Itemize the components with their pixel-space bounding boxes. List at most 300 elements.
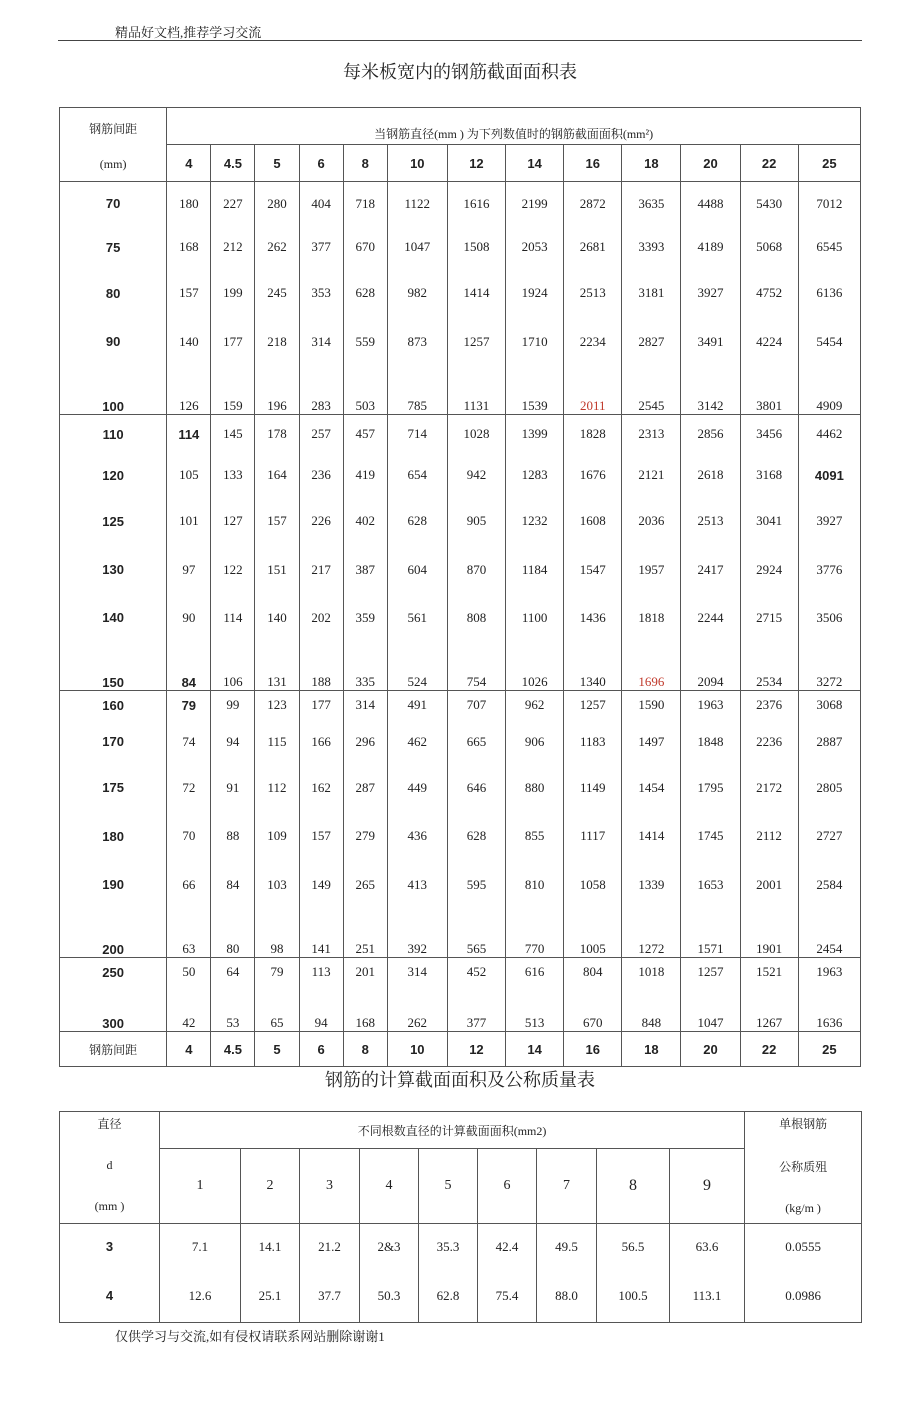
area-cell: 628 [447,812,505,861]
area-cell: 2545 [622,366,681,415]
area-cell: 491 [387,691,447,720]
area-cell: 2805 [798,764,860,812]
area-cell: 105 [167,454,211,497]
spacing-cell: 75 [105,239,121,255]
area-cell: 4909 [798,366,860,415]
area-cell: 1745 [681,812,740,861]
area-cell: 1131 [447,366,505,415]
area-cell: 359 [343,594,387,642]
area-cell: 1340 [564,642,622,691]
area-cell: 114 [211,594,255,642]
spacing-header-cell [60,108,167,182]
area-cell: 178 [255,415,299,454]
area-cell: 387 [343,546,387,594]
area-cell: 982 [387,269,447,318]
area-cell: 90 [167,594,211,642]
area-cell: 2053 [506,226,564,269]
table-row [60,861,861,909]
diameter-header-5: 10 [387,145,447,182]
area-cell: 149 [299,861,343,909]
area-cell: 3801 [740,366,798,415]
table1-title: 每米板宽内的钢筋截面面积表 [343,62,577,82]
area-cell: 2236 [740,720,798,764]
table-row [60,720,861,764]
area-cell: 1957 [622,546,681,594]
area-cell: 2199 [506,182,564,226]
area-cell: 1339 [622,861,681,909]
footer-diameter-row [60,1032,861,1067]
area-cell: 199 [211,269,255,318]
area-cell: 50 [167,958,211,987]
area-cell: 14.1 [241,1224,300,1270]
area-cell: 1117 [564,812,622,861]
area-cell: 88 [211,812,255,861]
area-cell: 166 [299,720,343,764]
bar-count-header-1: 2 [241,1149,300,1224]
area-cell: 66 [167,861,211,909]
area-cell: 42.4 [478,1224,537,1270]
area-cell: 1963 [798,958,860,987]
area-cell: 257 [299,415,343,454]
area-cell: 2872 [564,182,622,226]
area-cell: 2376 [740,691,798,720]
area-cell: 91 [211,764,255,812]
area-cell: 1924 [506,269,564,318]
table2-title: 钢筋的计算截面面积及公称质量表 [325,1070,595,1090]
table-row [60,497,861,546]
area-cell: 754 [447,642,505,691]
area-cell: 1272 [622,909,681,958]
area-cell: 1571 [681,909,740,958]
area-cell: 201 [343,958,387,987]
area-cell: 99 [211,691,255,720]
area-cell: 126 [167,366,211,415]
area-cell: 1521 [740,958,798,987]
spacing-cell: 175 [102,780,124,795]
area-cell: 2094 [681,642,740,691]
area-cell: 3456 [740,415,798,454]
area-cell: 251 [343,909,387,958]
diameter-cell: 4 [105,1288,114,1304]
spacing-cell: 170 [102,734,124,749]
spacing-unit-label: (mm) [99,157,127,171]
area-cell: 53 [211,987,255,1032]
spacing-cell: 190 [102,877,124,892]
footer-diameter-12: 25 [798,1032,860,1067]
diameter-span-header: 当钢筋直径(mm ) 为下列数值时的钢筋截面面积(mm²) [167,108,861,145]
area-cell: 5430 [740,182,798,226]
area-cell: 1267 [740,987,798,1032]
area-cell: 524 [387,642,447,691]
area-cell: 2&3 [360,1224,419,1270]
area-cell: 122 [211,546,255,594]
area-cell: 6136 [798,269,860,318]
spacing-cell: 130 [102,562,124,577]
diameter-header-4: 8 [343,145,387,182]
area-cell: 3272 [798,642,860,691]
area-cell: 141 [299,909,343,958]
area-cell: 1547 [564,546,622,594]
area-cell: 413 [387,861,447,909]
area-cell: 2924 [740,546,798,594]
area-cell: 4091 [798,454,860,497]
area-cell: 1047 [681,987,740,1032]
table-row [60,987,861,1032]
area-cell: 452 [447,958,505,987]
area-cell: 3168 [740,454,798,497]
area-cell: 3491 [681,318,740,366]
area-cell: 1436 [564,594,622,642]
area-cell: 2887 [798,720,860,764]
area-cell: 2584 [798,861,860,909]
area-cell: 1047 [387,226,447,269]
area-cell: 1901 [740,909,798,958]
area-cell: 7.1 [160,1224,241,1270]
area-cell: 2172 [740,764,798,812]
area-cell: 106 [211,642,255,691]
area-cell: 436 [387,812,447,861]
area-cell: 245 [255,269,299,318]
bar-count-header-4: 5 [419,1149,478,1224]
diameter-header-12: 25 [798,145,860,182]
area-cell: 157 [255,497,299,546]
area-cell: 1590 [622,691,681,720]
area-cell: 2121 [622,454,681,497]
area-cell: 646 [447,764,505,812]
area-cell: 2234 [564,318,622,366]
area-cell: 561 [387,594,447,642]
area-cell: 79 [167,691,211,720]
area-cell: 265 [343,861,387,909]
table-row [60,415,861,454]
area-cell: 314 [343,691,387,720]
footer-diameter-4: 8 [343,1032,387,1067]
spacing-cell: 90 [105,334,121,349]
bar-count-header-3: 4 [360,1149,419,1224]
area-cell: 419 [343,454,387,497]
table-row [60,764,861,812]
diameter-header-1: 4.5 [211,145,255,182]
mass-unit-label: (kg/m ) [785,1201,821,1215]
area-cell: 109 [255,812,299,861]
spacing-cell: 180 [102,828,124,844]
table-row [60,642,861,691]
page-header-text: 精品好文档,推荐学习交流 [115,25,262,40]
area-cell: 616 [506,958,564,987]
area-cell: 177 [211,318,255,366]
area-cell: 1058 [564,861,622,909]
area-cell: 873 [387,318,447,366]
area-cell: 80 [211,909,255,958]
diameter-header-label: 直径 [97,1117,122,1131]
table-row [60,958,861,987]
area-cell: 236 [299,454,343,497]
area-cell: 628 [343,269,387,318]
area-cell: 2313 [622,415,681,454]
mass-cell: 0.0986 [745,1270,862,1323]
footer-spacing-label: 钢筋间距 [60,1032,167,1067]
spacing-cell: 125 [102,513,124,529]
area-cell: 4224 [740,318,798,366]
footer-diameter-6: 12 [447,1032,505,1067]
area-cell: 785 [387,366,447,415]
area-cell: 157 [299,812,343,861]
diameter-header-6: 12 [447,145,505,182]
area-cell: 335 [343,642,387,691]
area-cell: 113.1 [670,1270,745,1323]
header-divider [58,40,862,41]
area-cell: 21.2 [300,1224,360,1270]
area-cell: 12.6 [160,1270,241,1323]
area-cell: 94 [299,987,343,1032]
spacing-cell: 200 [102,942,124,957]
area-cell: 2715 [740,594,798,642]
diameter-header-11: 22 [740,145,798,182]
area-cell: 457 [343,415,387,454]
area-cell: 188 [299,642,343,691]
area-cell: 4488 [681,182,740,226]
area-cell: 162 [299,764,343,812]
area-cell: 1414 [447,269,505,318]
area-cell: 1100 [506,594,564,642]
area-cell: 3393 [622,226,681,269]
area-cell: 1028 [447,415,505,454]
area-cell: 6545 [798,226,860,269]
footer-diameter-0: 4 [167,1032,211,1067]
area-cell: 1257 [447,318,505,366]
d-symbol-label: d [106,1158,113,1172]
footer-diameter-8: 16 [564,1032,622,1067]
diameter-header-9: 18 [622,145,681,182]
diameter-header-7: 14 [506,145,564,182]
area-cell: 714 [387,415,447,454]
area-cell: 848 [622,987,681,1032]
footer-diameter-1: 4.5 [211,1032,255,1067]
area-cell: 1454 [622,764,681,812]
area-cell: 404 [299,182,343,226]
area-cell: 75.4 [478,1270,537,1323]
area-cell: 56.5 [597,1224,670,1270]
area-cell: 3927 [798,497,860,546]
area-cell: 1539 [506,366,564,415]
area-cell: 1232 [506,497,564,546]
diameter-cell: 3 [60,1224,160,1270]
area-cell: 42 [167,987,211,1032]
spacing-cell: 160 [60,691,167,720]
area-cell: 654 [387,454,447,497]
area-cell: 3181 [622,269,681,318]
spacing-cell: 110 [60,415,167,454]
bar-count-header-5: 6 [478,1149,537,1224]
area-cell: 168 [167,226,211,269]
area-cell: 4189 [681,226,740,269]
area-cell: 25.1 [241,1270,300,1323]
area-cell: 314 [299,318,343,366]
area-cell: 810 [506,861,564,909]
area-cell: 112 [255,764,299,812]
area-cell: 906 [506,720,564,764]
area-cell: 1848 [681,720,740,764]
table-row [60,454,861,497]
area-cell: 1399 [506,415,564,454]
area-cell: 1696 [622,642,681,691]
area-cell: 2856 [681,415,740,454]
area-cell: 707 [447,691,505,720]
area-cell: 770 [506,909,564,958]
area-cell: 180 [167,182,211,226]
footer-diameter-5: 10 [387,1032,447,1067]
table-row [60,366,861,415]
table-row [60,909,861,958]
area-cell: 140 [167,318,211,366]
table-row [60,182,861,226]
area-cell: 314 [387,958,447,987]
area-cell: 962 [506,691,564,720]
spacing-cell: 80 [105,285,121,301]
area-cell: 1149 [564,764,622,812]
area-cell: 905 [447,497,505,546]
table-row [60,226,861,269]
area-cell: 84 [211,861,255,909]
area-cell: 1497 [622,720,681,764]
area-cell: 628 [387,497,447,546]
area-cell: 65 [255,987,299,1032]
area-cell: 1026 [506,642,564,691]
mass-header-cell [745,1112,862,1224]
footer-diameter-10: 20 [681,1032,740,1067]
diameter-header-10: 20 [681,145,740,182]
diameter-header-2: 5 [255,145,299,182]
area-cell: 159 [211,366,255,415]
area-cell: 402 [343,497,387,546]
area-cell: 3041 [740,497,798,546]
diameter-header-0: 4 [167,145,211,182]
area-cell: 2727 [798,812,860,861]
footer-diameter-3: 6 [299,1032,343,1067]
footer-diameter-11: 22 [740,1032,798,1067]
area-cell: 2681 [564,226,622,269]
area-cell: 35.3 [419,1224,478,1270]
diameter-header-8: 16 [564,145,622,182]
area-cell: 1608 [564,497,622,546]
area-cell: 140 [255,594,299,642]
area-cell: 88.0 [537,1270,597,1323]
footer-diameter-2: 5 [255,1032,299,1067]
area-cell: 880 [506,764,564,812]
spacing-cell: 150 [102,675,124,690]
diameter-header-cell [60,1112,160,1224]
area-cell: 113 [299,958,343,987]
area-cell: 2011 [564,366,622,415]
area-cell: 1676 [564,454,622,497]
table-row [60,1224,862,1270]
area-cell: 1184 [506,546,564,594]
area-cell: 2513 [681,497,740,546]
bar-count-header-7: 8 [597,1149,670,1224]
area-cell: 565 [447,909,505,958]
area-cell: 100.5 [597,1270,670,1323]
area-cell: 97 [167,546,211,594]
area-cell: 49.5 [537,1224,597,1270]
area-cell: 1257 [564,691,622,720]
area-cell: 1414 [622,812,681,861]
area-cell: 79 [255,958,299,987]
bar-count-header-0: 1 [160,1149,241,1224]
area-cell: 3506 [798,594,860,642]
footer-diameter-7: 14 [506,1032,564,1067]
area-cell: 377 [447,987,505,1032]
area-cell: 855 [506,812,564,861]
area-cell: 670 [564,987,622,1032]
area-cell: 1795 [681,764,740,812]
area-cell: 2001 [740,861,798,909]
area-cell: 1183 [564,720,622,764]
area-cell: 168 [343,987,387,1032]
spacing-header-label: 钢筋间距 [89,122,138,136]
mass-header-label-2: 公称质殂 [779,1160,828,1174]
page-footer-text: 仅供学习与交流,如有侵权请联系网站删除谢谢1 [115,1329,385,1344]
rebar-area-per-meter-table [59,107,861,1067]
area-cell: 212 [211,226,255,269]
bar-count-header-6: 7 [537,1149,597,1224]
spacing-cell: 250 [60,958,167,987]
area-cell: 1508 [447,226,505,269]
area-cell: 870 [447,546,505,594]
area-cell: 226 [299,497,343,546]
area-cell: 1122 [387,182,447,226]
bar-count-header-2: 3 [300,1149,360,1224]
area-cell: 94 [211,720,255,764]
area-cell: 151 [255,546,299,594]
area-cell: 942 [447,454,505,497]
area-cell: 218 [255,318,299,366]
area-cell: 177 [299,691,343,720]
area-cell: 131 [255,642,299,691]
area-cell: 145 [211,415,255,454]
area-cell: 227 [211,182,255,226]
area-cell: 202 [299,594,343,642]
area-cell: 84 [167,642,211,691]
count-span-header: 不同根数直径的计算截面面积(mm2) [160,1112,745,1149]
area-cell: 2513 [564,269,622,318]
area-cell: 595 [447,861,505,909]
area-cell: 2827 [622,318,681,366]
area-cell: 64 [211,958,255,987]
area-cell: 3635 [622,182,681,226]
area-cell: 72 [167,764,211,812]
table-row [60,812,861,861]
area-cell: 1283 [506,454,564,497]
area-cell: 2618 [681,454,740,497]
area-cell: 217 [299,546,343,594]
area-cell: 4462 [798,415,860,454]
table-row [60,546,861,594]
table-row [60,1270,862,1323]
area-cell: 804 [564,958,622,987]
area-cell: 196 [255,366,299,415]
area-cell: 2244 [681,594,740,642]
area-cell: 2454 [798,909,860,958]
area-cell: 287 [343,764,387,812]
mass-header-label-1: 单根钢筋 [779,1117,828,1131]
area-cell: 2534 [740,642,798,691]
area-cell: 1636 [798,987,860,1032]
area-cell: 2036 [622,497,681,546]
area-cell: 37.7 [300,1270,360,1323]
area-cell: 1018 [622,958,681,987]
footer-diameter-9: 18 [622,1032,681,1067]
area-cell: 70 [167,812,211,861]
